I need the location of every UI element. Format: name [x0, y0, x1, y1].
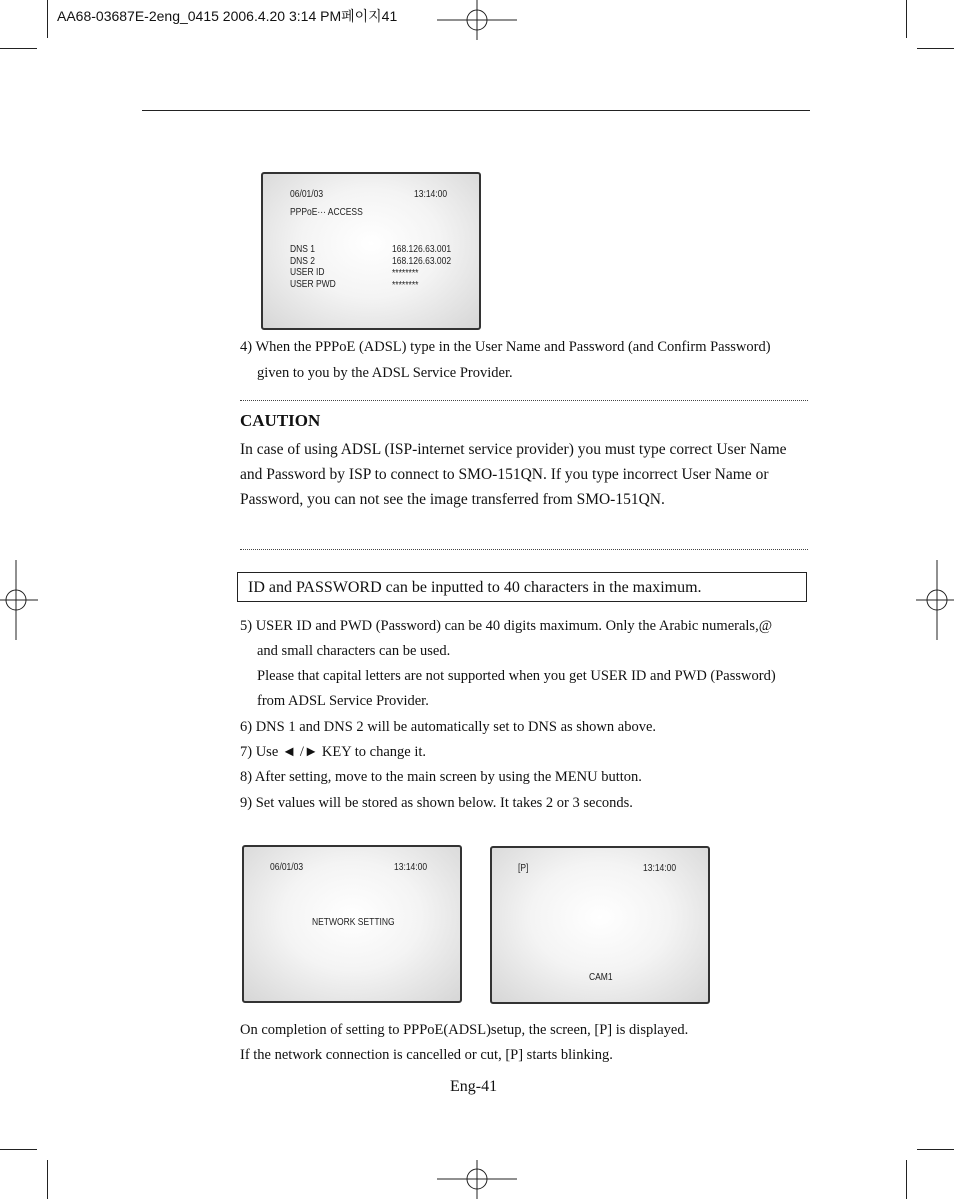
screen-date: 06/01/03: [290, 189, 324, 200]
crop-mark: [917, 1149, 954, 1150]
dotted-divider: [240, 549, 808, 550]
registration-mark-icon: [437, 1160, 517, 1199]
registration-mark-icon: [916, 560, 954, 640]
screen-time: 13:14:00: [394, 862, 428, 873]
completion-line-1: On completion of setting to PPPoE(ADSL)setup, the screen, [P] is displayed.: [240, 1022, 689, 1038]
screen-date: 06/01/03: [270, 862, 304, 873]
step-6: 6) DNS 1 and DNS 2 will be automatically set to DNS as shown above.: [240, 719, 657, 735]
registration-mark-icon: [0, 560, 38, 640]
connection-indicator: [P]: [518, 863, 529, 874]
dns2-value: 168.126.63.002: [392, 256, 452, 267]
caution-line: and Password by ISP to connect to SMO-151QN. If you type incorrect User Name or: [240, 466, 769, 483]
print-slug: AA68-03687E-2eng_0415 2006.4.20 3:14 PM페이지41: [57, 8, 398, 24]
step-4-line-1: 4) When the PPPoE (ADSL) type in the User Name and Password (and Confirm Password): [240, 339, 771, 355]
caution-line: In case of using ADSL (ISP-internet service provider) you must type correct User Name: [240, 441, 787, 458]
screen-time: 13:14:00: [414, 189, 448, 200]
step-5-line-4: from ADSL Service Provider.: [257, 693, 429, 709]
dns1-label: DNS 1: [290, 244, 316, 255]
screen-time: 13:14:00: [643, 863, 677, 874]
completion-line-2: If the network connection is cancelled or cut, [P] starts blinking.: [240, 1047, 613, 1063]
step-5-line-3: Please that capital letters are not supported when you get USER ID and PWD (Password): [257, 668, 776, 684]
step-5-line-1: 5) USER ID and PWD (Password) can be 40 digits maximum. Only the Arabic numerals,@: [240, 618, 773, 634]
user-pwd-value: ********: [392, 280, 419, 291]
network-setting-screen: [242, 845, 462, 1003]
registration-mark-icon: [437, 0, 517, 40]
user-id-label: USER ID: [290, 267, 325, 278]
page-number: Eng-41: [450, 1078, 498, 1095]
step-9: 9) Set values will be stored as shown below. It takes 2 or 3 seconds.: [240, 795, 633, 811]
crop-mark: [906, 0, 907, 38]
camera-label: CAM1: [589, 972, 613, 983]
dns2-label: DNS 2: [290, 256, 316, 267]
crop-mark: [906, 1160, 907, 1199]
caution-body: [240, 437, 787, 512]
crop-mark: [47, 0, 48, 38]
dns1-value: 168.126.63.001: [392, 244, 452, 255]
step-5-line-2: and small characters can be used.: [257, 643, 451, 659]
step-4-line-2: given to you by the ADSL Service Provider.: [257, 365, 513, 381]
caution-title: CAUTION: [240, 411, 321, 430]
step-8: 8) After setting, move to the main screen by using the MENU button.: [240, 769, 642, 785]
screen-title: PPPoE··· ACCESS: [290, 207, 363, 218]
screen-center-text: NETWORK SETTING: [312, 917, 395, 928]
crop-mark: [0, 1149, 37, 1150]
camera-view-screen: [490, 846, 710, 1004]
pppoe-access-screen: [261, 172, 481, 330]
note-box: ID and PASSWORD can be inputted to 40 characters in the maximum.: [237, 572, 807, 602]
step-7: 7) Use ◄ /► KEY to change it.: [240, 744, 427, 760]
top-rule: [142, 110, 810, 111]
crop-mark: [47, 1160, 48, 1199]
crop-mark: [917, 48, 954, 49]
user-id-value: ********: [392, 268, 419, 279]
user-pwd-label: USER PWD: [290, 279, 336, 290]
dotted-divider: [240, 400, 808, 401]
crop-mark: [0, 48, 37, 49]
caution-line: Password, you can not see the image transferred from SMO-151QN.: [240, 491, 665, 508]
